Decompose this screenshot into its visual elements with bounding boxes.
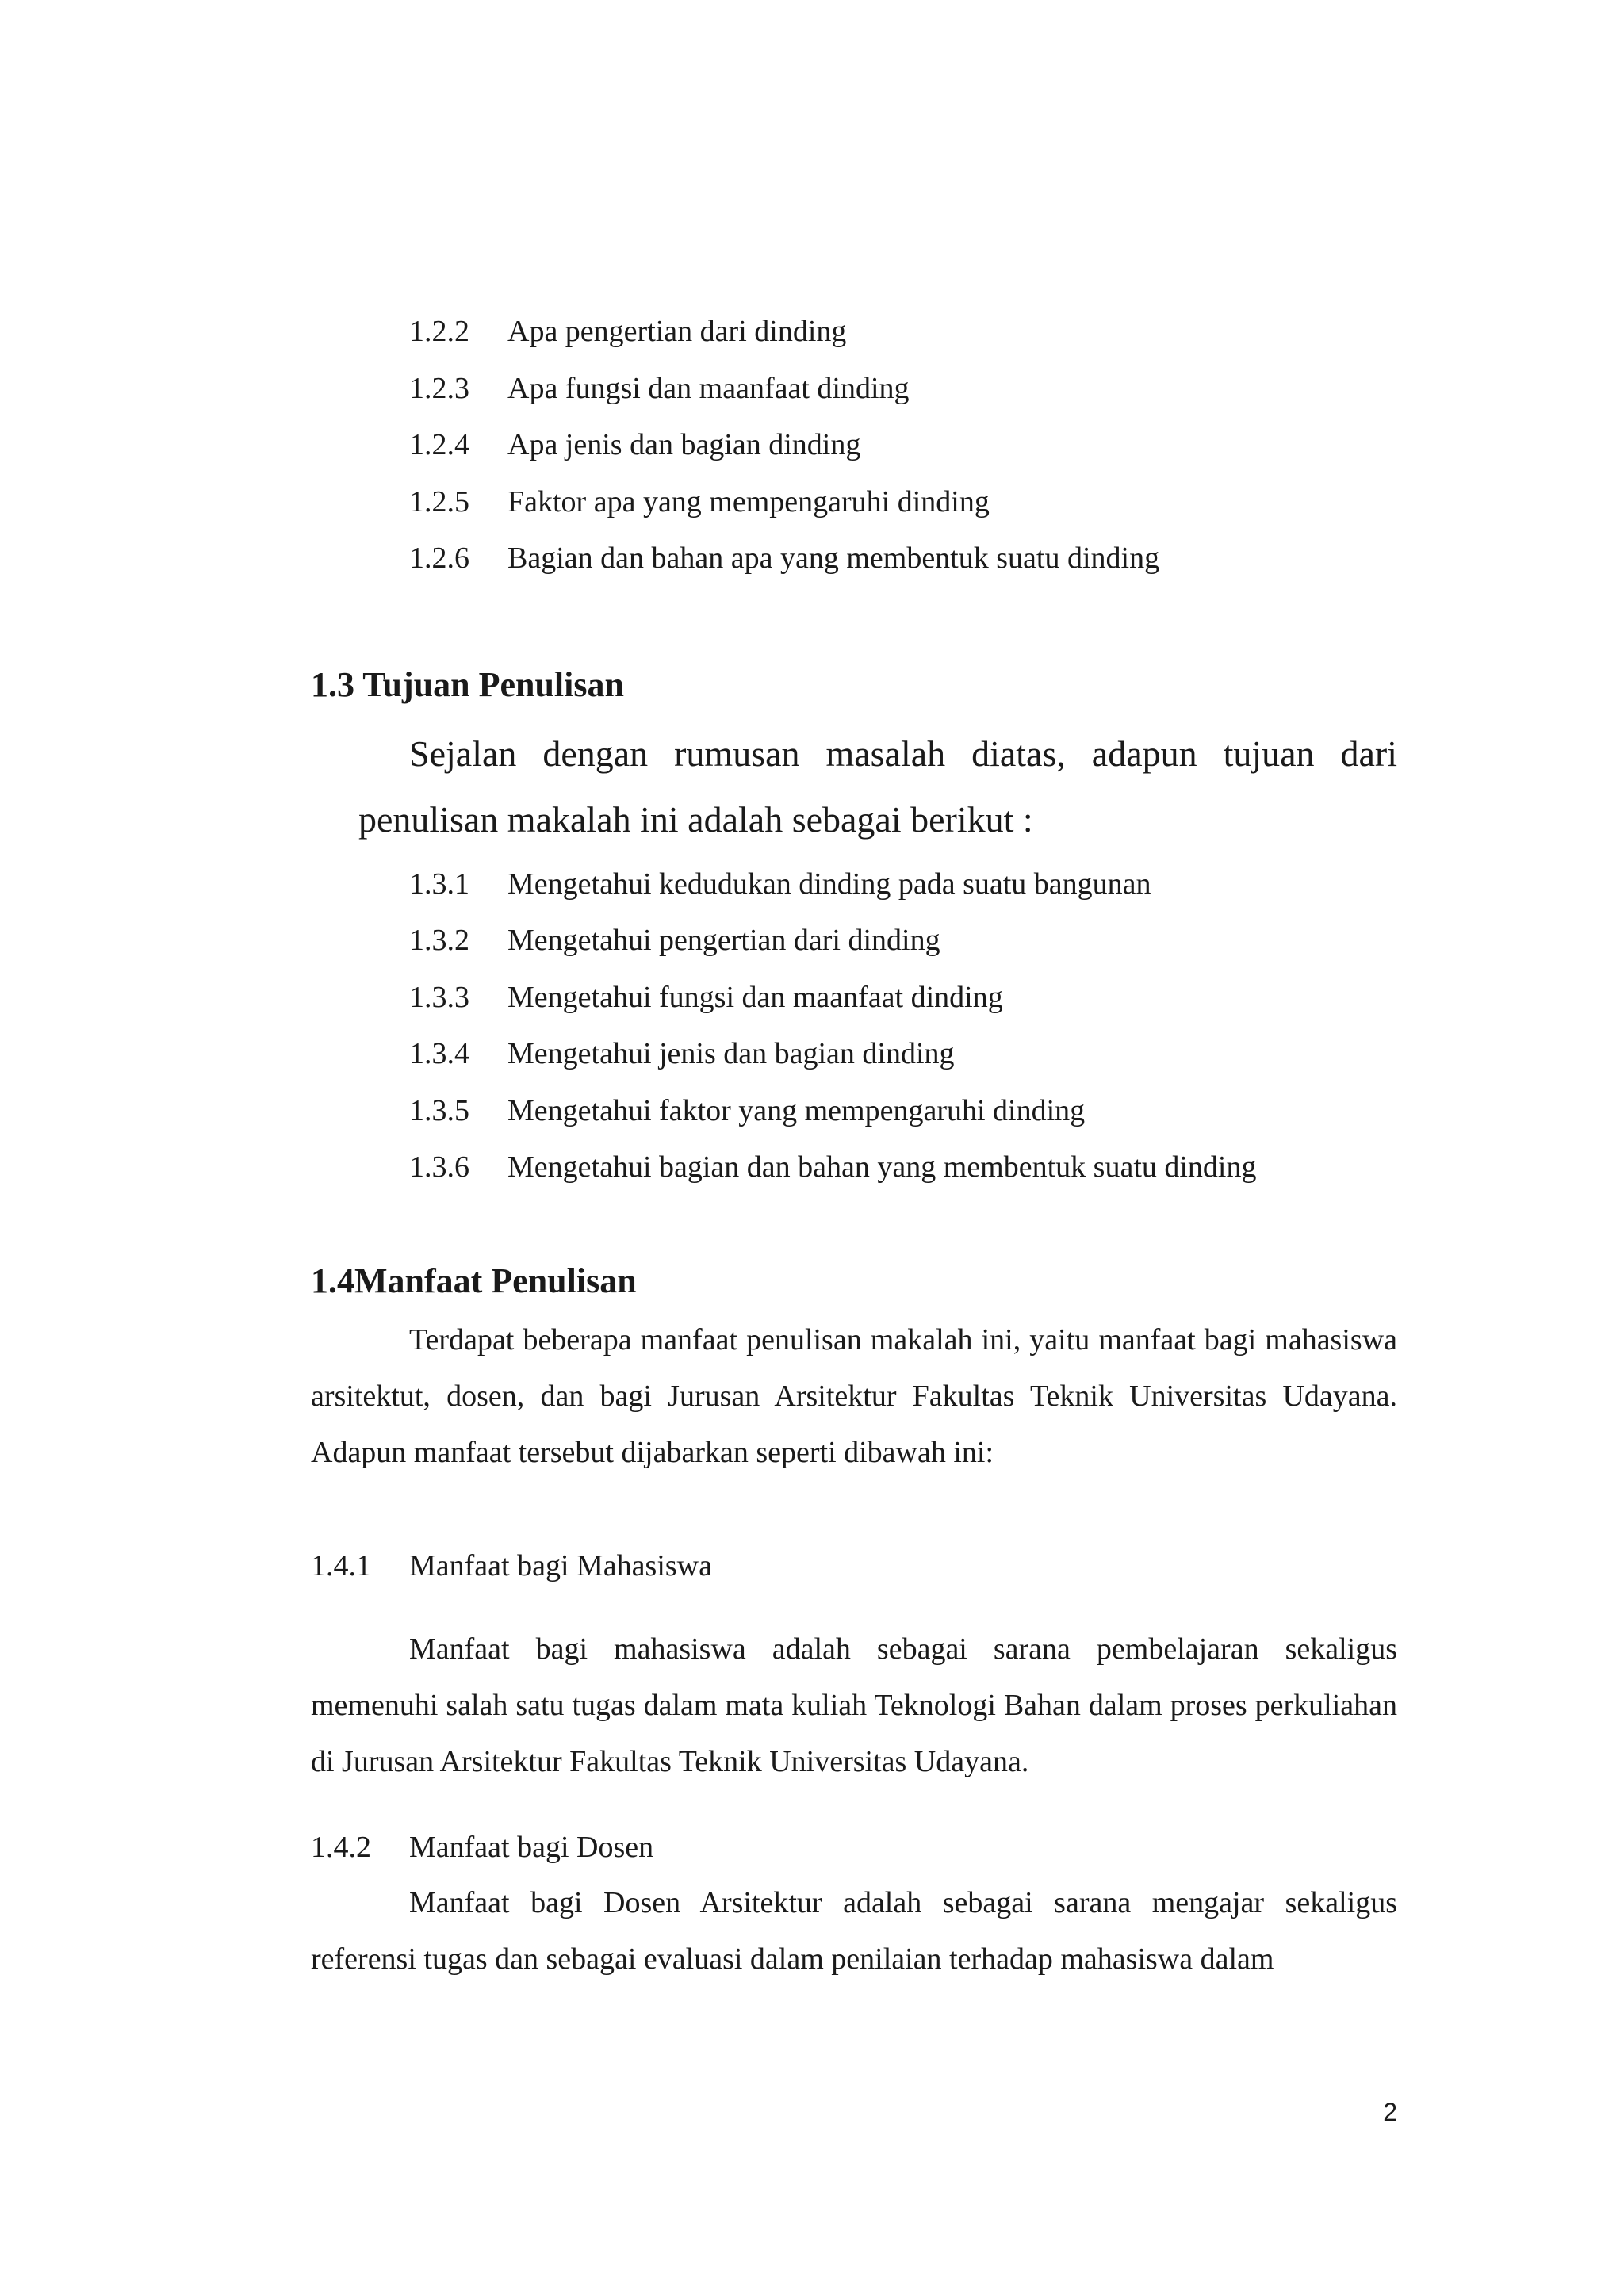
- section-intro-paragraph: Sejalan dengan rumusan masalah diatas, adapun tujuan dari penulisan makalah ini adalah sebagai berikut :: [358, 733, 1397, 840]
- section-heading-tujuan: 1.3 Tujuan Penulisan: [311, 665, 624, 704]
- list-item: [409, 921, 940, 959]
- list-item: [409, 312, 846, 350]
- list-item-text: Faktor apa yang mempengaruhi dinding: [508, 485, 990, 519]
- list-item: [409, 978, 1003, 1016]
- list-item-number: 1.3.2: [409, 924, 469, 957]
- list-item: [409, 865, 1151, 903]
- subsection-heading: [311, 1828, 653, 1866]
- subsection-heading: [311, 1547, 712, 1585]
- list-item: [409, 539, 1159, 577]
- list-item-text: Apa jenis dan bagian dinding: [508, 428, 861, 461]
- subsection-title: Manfaat bagi Dosen: [409, 1831, 654, 1864]
- list-item-number: 1.2.3: [409, 372, 469, 405]
- list-item-number: 1.3.1: [409, 867, 469, 901]
- section-heading-manfaat: 1.4Manfaat Penulisan: [311, 1261, 637, 1300]
- list-item: [409, 426, 860, 464]
- subsection-number: 1.4.1: [311, 1549, 371, 1582]
- list-item-number: 1.3.3: [409, 981, 469, 1014]
- list-item-text: Apa fungsi dan maanfaat dinding: [508, 372, 910, 405]
- list-item-number: 1.2.5: [409, 485, 469, 519]
- list-item: [409, 483, 990, 521]
- list-item-text: Apa pengertian dari dinding: [508, 315, 847, 348]
- list-item-number: 1.3.5: [409, 1094, 469, 1127]
- subsection-number: 1.4.2: [311, 1831, 371, 1864]
- list-item: [409, 369, 910, 408]
- subsection-title: Manfaat bagi Mahasiswa: [409, 1549, 712, 1582]
- list-item-text: Mengetahui jenis dan bagian dinding: [508, 1037, 955, 1070]
- subsection-paragraph: Manfaat bagi Dosen Arsitektur adalah sebagai sarana mengajar sekaligus referensi tugas dan sebagai evaluasi dalam penilaian terhadap mahasiswa dalam: [311, 1886, 1397, 1976]
- page-number: 2: [1383, 2098, 1397, 2126]
- list-item-text: Mengetahui bagian dan bahan yang membentuk suatu dinding: [508, 1150, 1257, 1184]
- list-item-number: 1.2.2: [409, 315, 469, 348]
- list-item-number: 1.2.4: [409, 428, 469, 461]
- list-item: [409, 1148, 1257, 1186]
- list-item: [409, 1092, 1085, 1130]
- list-item-text: Mengetahui kedudukan dinding pada suatu bangunan: [508, 867, 1151, 901]
- list-item-text: Mengetahui pengertian dari dinding: [508, 924, 940, 957]
- list-item-text: Mengetahui faktor yang mempengaruhi dinding: [508, 1094, 1086, 1127]
- list-item-text: Mengetahui fungsi dan maanfaat dinding: [508, 981, 1003, 1014]
- list-item-number: 1.2.6: [409, 541, 469, 575]
- list-item-number: 1.3.6: [409, 1150, 469, 1184]
- section-intro-paragraph: Terdapat beberapa manfaat penulisan makalah ini, yaitu manfaat bagi mahasiswa arsitektut, dosen, dan bagi Jurusan Arsitektur Fakultas Teknik Universitas Udayana. Adapun manfaat tersebut dijabarkan seperti dibawah ini:: [311, 1323, 1397, 1469]
- subsection-paragraph: Manfaat bagi mahasiswa adalah sebagai sarana pembelajaran sekaligus memenuhi salah satu tugas dalam mata kuliah Teknologi Bahan dalam proses perkuliahan di Jurusan Arsitektur Fakultas Teknik Universitas Udayana.: [311, 1632, 1397, 1778]
- list-item: [409, 1035, 955, 1073]
- list-item-number: 1.3.4: [409, 1037, 469, 1070]
- list-item-text: Bagian dan bahan apa yang membentuk suatu dinding: [508, 541, 1160, 575]
